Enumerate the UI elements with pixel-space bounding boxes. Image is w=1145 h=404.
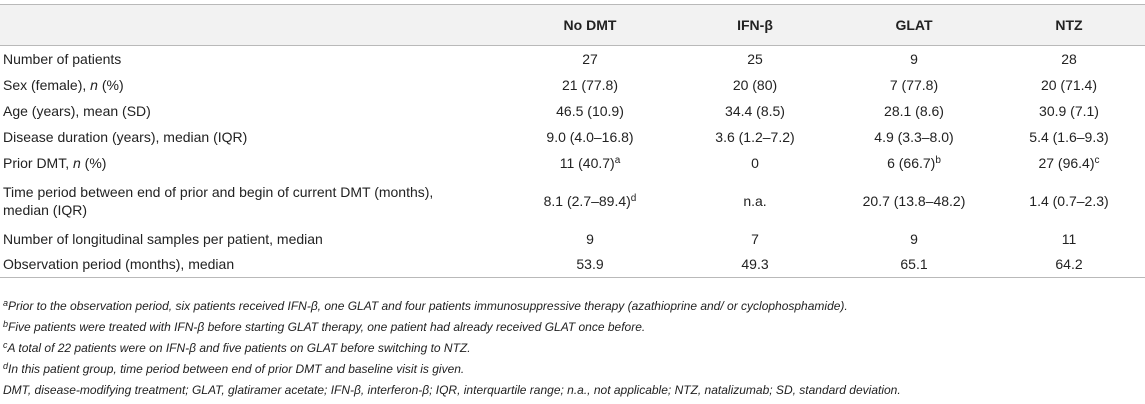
table-footnotes <box>3 296 1141 401</box>
footnote-marker: b <box>935 154 941 166</box>
cell-ifn-beta: 34.4 (8.5) <box>725 102 785 119</box>
cell-glat <box>835 150 993 176</box>
footnote-d <box>3 359 1141 380</box>
row-label <box>0 72 505 98</box>
cell-no-dmt: 9 <box>586 230 594 247</box>
cell-glat: 9 <box>910 230 918 247</box>
footnote-marker: d <box>630 192 637 204</box>
cell-value: 8.1 (2.7–89.4) <box>543 192 631 209</box>
footnote-a <box>3 296 1141 317</box>
table-row <box>0 124 1145 150</box>
cell-no-dmt: 46.5 (10.9) <box>556 102 624 119</box>
table-row <box>0 46 1145 72</box>
cell-ifn-beta: 3.6 (1.2–7.2) <box>715 128 795 145</box>
header-no-dmt: No DMT <box>505 5 675 46</box>
cell-ntz: 30.9 (7.1) <box>1039 102 1099 119</box>
header-ifn-beta: IFN-β <box>675 5 835 46</box>
cell-ifn-beta: 0 <box>751 154 759 171</box>
footnote-text: In this patient group, time period between end of prior DMT and baseline visit is given. <box>8 362 465 376</box>
footnote-mark: a <box>3 298 9 308</box>
cell-ntz: 1.4 (0.7–2.3) <box>1029 192 1109 209</box>
row-label: Number of patients <box>3 50 122 67</box>
row-label: Number of longitudinal samples per patient, median <box>3 230 323 247</box>
cell-no-dmt: 21 (77.8) <box>561 76 619 93</box>
table-header-row <box>0 5 1145 46</box>
footnote-abbreviations: DMT, disease-modifying treatment; GLAT, glatiramer acetate; IFN-β, interferon-β; IQR, interquartile range; n.a., not applicable; NTZ, natalizumab; SD, standard deviation. <box>3 383 901 397</box>
footnote-mark: b <box>3 319 9 329</box>
table-row <box>0 226 1145 252</box>
cell-no-dmt: 27 <box>582 50 598 67</box>
table-row <box>0 150 1145 176</box>
row-label <box>0 176 505 226</box>
header-empty <box>0 5 505 46</box>
cell-glat: 65.1 <box>835 252 993 278</box>
footnote-mark: d <box>3 361 9 371</box>
cell-glat: 28.1 (8.6) <box>884 102 944 119</box>
patient-characteristics-table <box>0 4 1145 278</box>
cell-ifn-beta: 25 <box>747 50 763 67</box>
cell-ntz: 28 <box>1061 50 1077 67</box>
cell-value: 11 (40.7) <box>559 154 615 171</box>
cell-ifn-beta: n.a. <box>743 192 767 209</box>
row-label-line2: median (IQR) <box>3 201 88 218</box>
cell-ntz: 5.4 (1.6–9.3) <box>1029 128 1109 145</box>
table-row <box>0 176 1145 226</box>
cell-glat: 4.9 (3.3–8.0) <box>874 128 954 145</box>
table-row <box>0 72 1145 98</box>
cell-value: 6 (66.7) <box>887 154 936 171</box>
cell-glat: 20.7 (13.8–48.2) <box>862 192 966 209</box>
cell-no-dmt <box>505 176 675 226</box>
footnote-b <box>3 317 1141 338</box>
cell-ntz: 20 (71.4) <box>1040 76 1098 93</box>
row-label-text: Prior DMT, <box>3 154 73 171</box>
cell-ntz: 64.2 <box>993 252 1145 278</box>
cell-no-dmt <box>505 150 675 176</box>
row-label: Observation period (months), median <box>0 252 505 278</box>
cell-ntz <box>993 150 1145 176</box>
cell-ifn-beta: 7 <box>751 230 759 247</box>
row-label-text-suffix: (%) <box>97 76 124 93</box>
cell-ntz: 11 <box>1061 230 1077 247</box>
row-label: Disease duration (years), median (IQR) <box>3 128 248 145</box>
footnote-mark: c <box>3 340 8 350</box>
footnote-text: A total of 22 patients were on IFN-β and five patients on GLAT before switching to NTZ. <box>7 341 471 355</box>
row-label-text-suffix: (%) <box>80 154 107 171</box>
table-row <box>0 252 1145 278</box>
cell-glat: 9 <box>910 50 918 67</box>
row-label: Age (years), mean (SD) <box>3 102 151 119</box>
cell-ifn-beta: 20 (80) <box>732 76 778 93</box>
row-label <box>0 150 505 176</box>
footnote-marker: c <box>1094 154 1100 166</box>
header-glat: GLAT <box>835 5 993 46</box>
table-row <box>0 98 1145 124</box>
row-label-line1: Time period between end of prior and begin of current DMT (months), <box>3 183 434 200</box>
cell-value: 27 (96.4) <box>1038 154 1095 171</box>
row-label-n: n <box>73 154 81 171</box>
cell-no-dmt: 53.9 <box>505 252 675 278</box>
footnote-marker: a <box>614 154 621 166</box>
row-label-text: Sex (female), <box>3 76 91 93</box>
footnote-c <box>3 338 1141 359</box>
row-label-n: n <box>90 76 98 93</box>
cell-glat: 7 (77.8) <box>889 76 939 93</box>
footnote-text: Five patients were treated with IFN-β before starting GLAT therapy, one patient had already received GLAT once before. <box>8 320 646 334</box>
footnote-text: Prior to the observation period, six patients received IFN-β, one GLAT and four patients immunosuppressive therapy (azathioprine and/ or cyclophosphamide). <box>8 299 848 313</box>
cell-ifn-beta: 49.3 <box>675 252 835 278</box>
cell-no-dmt: 9.0 (4.0–16.8) <box>546 128 634 145</box>
header-ntz: NTZ <box>993 5 1145 46</box>
